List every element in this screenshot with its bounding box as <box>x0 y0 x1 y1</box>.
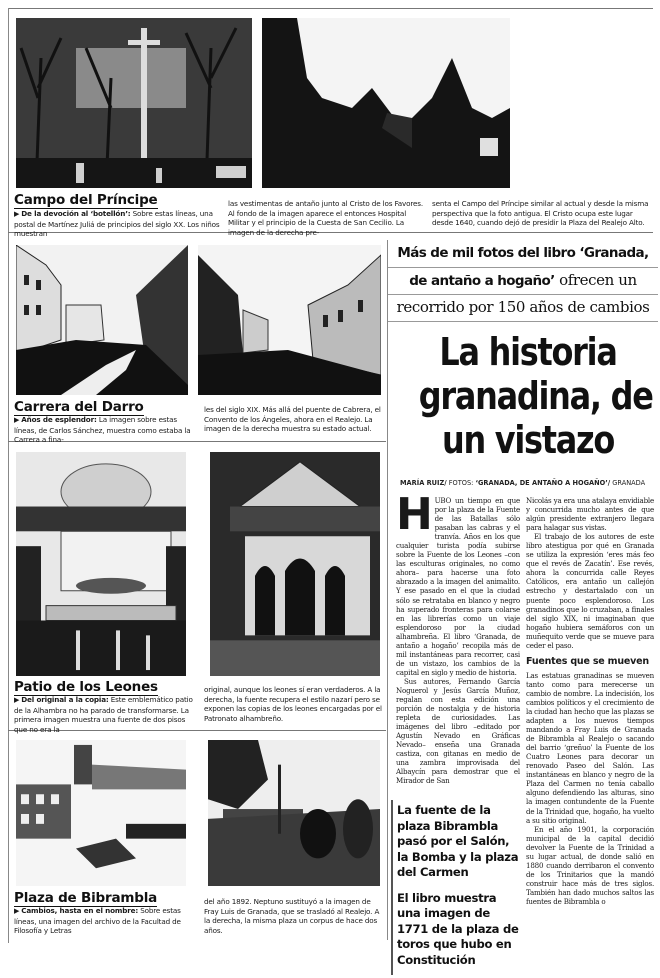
section-title: Patio de los Leones <box>14 679 158 695</box>
photo-current-plaza-de-bibrambla <box>208 740 380 886</box>
pullquote-rule <box>391 800 393 975</box>
photo-current-patio-de-los-leones <box>210 452 380 676</box>
photo-caption: ▶ Años de esplendor: La imagen sobre estas líneas, de Carlos Sánchez, muestra como estaba la Carrera a fina- <box>14 415 191 445</box>
section-title: Carrera del Darro <box>14 399 144 415</box>
photo-caption-continued: del año 1892. Neptuno sustituyó a la imagen de Fray Luis de Granada, que se trasladó al Realejo. A la derecha, la misma plaza un corpus de hace dos años. <box>204 897 380 935</box>
pullquotes <box>397 803 519 978</box>
article-headline: La historia granadina, de un vistazo <box>418 330 653 462</box>
photo-caption: ▶ De la devoción al ‘botellón’: Sobre estas líneas, una postal de Martínez Juliá de principios del siglo XX. Los niños muestran <box>14 209 220 239</box>
triangle-bullet-icon: ▶ <box>14 907 20 915</box>
photo-old-carrera-del-darro <box>16 245 188 395</box>
triangle-bullet-icon: ▶ <box>14 210 20 218</box>
top-rule <box>8 8 653 9</box>
photo-caption-continued: senta el Campo del Príncipe similar al actual y desde la misma perspectiva que la foto antigua. El Cristo ocupa este lugar desde 1640, cuando dejó de presidir la Plaza del Realejo Alto. <box>432 199 649 228</box>
pullquote: El libro muestra una imagen de 1771 de la plaza de toros que hubo en Constitución <box>397 890 519 967</box>
column-rule <box>387 240 388 940</box>
photo-caption: ▶ Del original a la copia: Este emblemático patio de la Alhambra no ha parado de transformarse. La primera imagen muestra una fuente de dos pisos que no era la <box>14 695 193 734</box>
left-frame-rule <box>8 8 9 943</box>
photo-current-campo-del-principe <box>262 18 510 188</box>
photo-caption-continued: les del siglo XIX. Más allá del puente de Cabrera, el Convento de los Ángeles, ahora en el Realejo. La imagen de la derecha muestra su estado actual. <box>204 405 381 434</box>
triangle-bullet-icon: ▶ <box>14 416 20 424</box>
photo-old-campo-del-principe <box>16 18 252 188</box>
pullquote: La fuente de la plaza Bibrambla pasó por el Salón, la Bomba y la plaza del Carmen <box>397 803 519 879</box>
photo-caption: ▶ Cambios, hasta en el nombre: Sobre estas líneas, una imagen del archivo de la Facultad de Filosofía y Letras <box>14 906 181 936</box>
drop-cap: H <box>396 489 433 540</box>
section-title: Campo del Príncipe <box>14 192 158 208</box>
section-title: Plaza de Bibrambla <box>14 890 158 906</box>
article-byline: MARÍA RUIZ/ FOTOS: ‘GRANADA, DE ANTAÑO A HOGAÑO’/ GRANADA <box>400 479 646 487</box>
article-body-column-2: Nicolás ya era una atalaya envidiable y concurrida mucho antes de que algún presidente extranjero llegara para halagar sus vistas. El trabajo de los autores de este libro atestigua por qué en Granada se utiliza la expresión ‘eres más feo que el revés de Zacatín’. Ese revés, ahora la concurrida calle Reyes Católicos, era antaño un callejón estrecho y destartalado con un puente poco esplendoroso. Los granadinos que lo cruzaban, a finales del siglo XIX, ni imaginaban que hogaño hubiera semáforos con un muñequito verde que se mueve para ceder el paso. Fuentes que se mueven Las estatuas granadinas se mueven tanto como para merecerse un cambio de nombre. La indecisión, los cambios políticos y el crecimiento de la ciudad han hecho que las plazas se adapten a los nuevos tiempos mandando a Fray Luis de Granada de Bibrambla al Realejo o sacando del barrio ‘greñuo’ la Fuente de los Cuatro Leones para decorar un renovado Paseo del Salón. Las instantáneas en blanco y negro de la Plaza del Carmen no tenía caballo alguno defendiendo las alturas, sino la imagen contundente de la Fuente de la Trinidad que, hogaño, ha vuelto a su sitio original. En el año 1901, la corporación municipal de la capital decidió devolver la Fuente de la Trinidad a su lugar actual, de donde salió en 1880 cuando derribaron el convento de los Trinitarios que la mandó construir hace más de tres siglos. También han dado muchos saltos las fuentes de Bibrambla o <box>526 496 654 906</box>
triangle-bullet-icon: ▶ <box>14 696 20 704</box>
photo-old-plaza-de-bibrambla <box>16 740 186 886</box>
photo-current-carrera-del-darro <box>198 245 381 395</box>
photo-caption-continued: las vestimentas de antaño junto al Cristo de los Favores. Al fondo de la imagen aparece el entonces Hospital Militar y el principio de la Cuesta de San Cecilio. La imagen de la derecha pre- <box>228 199 424 237</box>
article-deck: Más de mil fotos del libro ‘Granada, de antaño a hogaño’ ofrecen un recorrido por 150 años de cambios <box>388 240 658 322</box>
photo-old-patio-de-los-leones <box>16 452 186 676</box>
article-subhead: Fuentes que se mueven <box>526 655 649 667</box>
photo-caption-continued: original, aunque los leones sí eran verdaderos. A la derecha, la fuente recupera el estilo nazarí pero se exponen las copias de los leones encargadas por el Patronato alhambreño. <box>204 685 382 723</box>
article-body-column-1: HUBO un tiempo en que por la plaza de la Fuente de las Batallas sólo pasaban las cabras y el tranvía. Años en los que cualquier turista podía subirse sobre la Fuente de los Leones –con las esculturas originales, no como ahora– para hacerse una foto abrazado a la imagen del animalito. Y ese pasado en el que la ciudad sólo se retrataba en blanco y negro ha superado fronteras para colarse en las librerías como un viaje esplendoroso por la ciudad alhambreña. El libro ‘Granada, de antaño a hogaño’ recopila más de mil instantáneas para recorrer, casi de un vistazo, los cambios de la capital en siglo y medio de historia. Sus autores, Fernando García Noguerol y Jesús García Muñoz, regalan con esta edición una porción de nostalgia y de historia repleta de curiosidades. Las imágenes del libro –editado por Agustín Nevado en Gráficas Nevado– enseña una Granada castiza, con gitanas en medio de una zambra improvisada del Albaycín para demostrar que el Mirador de San <box>396 489 520 786</box>
